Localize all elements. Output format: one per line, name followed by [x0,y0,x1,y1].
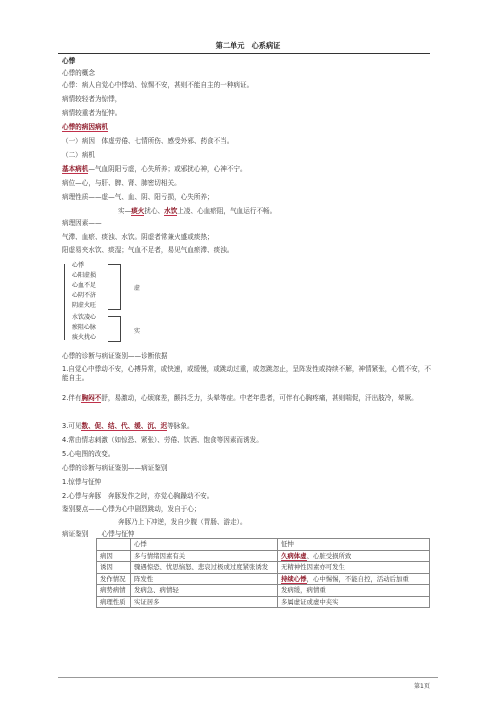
keyword: 痰火 [131,207,145,215]
page-title: 第二单元 心系病证 [215,41,281,50]
cell-palpitation: 多与情绪因素有关 [131,550,278,562]
subheading-text: 心悸的病因病机 [62,123,109,131]
title-divider [58,53,430,54]
text-line: 1.惊悸与怔忡 [62,478,102,486]
row-label: 病因 [97,550,131,562]
row-label: 诱因 [97,562,131,574]
table-header-cell: 怔忡 [278,539,430,551]
criterion-5: 5.心电图的改变。 [62,450,115,458]
diagram-item: 心阳虚损 [72,272,97,279]
table-header-cell [97,539,131,551]
text-line: 气滞、血瘀、痰浊、水饮。阴虚者常兼火盛或痰热； [62,233,214,241]
table-row [97,550,430,562]
text-span: 扰心、 [144,207,165,215]
criterion-1: 1.自觉心中悸动不安，心搏异常，或快速，或缓慢，或跳动过重，或忽跳忽止，呈阵发性或持续不解，神情紧张，心慌不安，不能自主。 [62,365,431,382]
keyword: 基本病机 [62,165,89,173]
diagram-item: 瘀阻心脉 [72,324,97,331]
keyword: 水饮 [164,207,178,215]
criterion-2 [62,394,436,403]
text-line: 病理因素—— [62,219,102,227]
left-brace-line [64,264,65,340]
cell-palpitation: 实证居多 [131,596,278,608]
text-line: 奔豚乃上下冲逆，发自少腹（胃肠、游走）。 [118,518,247,526]
text-line: （二）病机 [62,151,95,159]
text-line: 病情较重者为怔忡。 [62,109,122,117]
diagram-item: 痰火扰心 [72,334,97,341]
text-span: —气血阴阳亏虚，心失所养；或邪扰心神，心神不宁。 [88,165,247,173]
excess-line [118,207,276,216]
keyword: 持续心悸 [281,574,307,583]
text-line: 病情较轻者为惊悸， [62,95,122,103]
text-line: 心悸：病人自觉心中悸动、惊惕不安，甚则不能自主的一种病证。 [62,81,254,89]
cell-severe-palpitation: 发病缓，病情重 [278,585,430,597]
diagram-item: 水饮凌心 [72,314,97,321]
diagram-item: 心悸 [72,262,85,269]
diagram-item: 心血不足 [72,282,97,289]
cell-palpitation: 阵发性 [131,573,278,585]
text-span: 2.伴有 [62,394,82,402]
text-line: 2.心悸与奔豚 奔豚发作之时，亦觉心胸躁动不安。 [62,492,214,500]
table-header-row [97,539,430,551]
page-number: 第1页 [414,683,430,690]
keyword: 胸闷不 [81,394,102,402]
text-span: 上凌、心血瘀阻，气血运行不畅。 [177,207,277,215]
deficiency-label: 虚 [134,285,141,292]
row-label: 病势病情 [97,585,131,597]
cell-severe-palpitation: 无精神性因素亦可发生 [278,562,430,574]
table-row [97,596,430,608]
criterion-3 [62,422,194,431]
cell-severe-palpitation [278,550,430,562]
keyword: 数、促、结、代、缓、沉、迟 [81,422,168,430]
cell-severe-palpitation: 多属虚证或虚中夹实 [278,596,430,608]
subheading-etiology [62,123,108,132]
text-line: 阳虚易夹水饮、痰湿；气血不足者，易见气血瘀滞、痰浊。 [62,246,234,254]
text-line: （一）病因 体虚劳倦、七情所伤、感受外邪、药食不当。 [62,137,234,145]
section-heading: 心悸 [62,57,76,65]
row-label: 病理性质 [97,596,131,608]
text-span: ，心中惕惕，不能自控，活动后加重 [306,574,409,583]
text-line: 心悸的诊断与病证鉴别——诊断依据 [62,352,168,360]
syndrome-diagram [62,260,172,342]
excess-label: 实 [134,328,141,335]
footer-divider [58,677,438,678]
text-line: 病理性质——虚—气、血、阴、阳亏损，心失所养； [62,193,214,201]
basic-pathogenesis-line [62,165,247,174]
text-span: 、心脏受损所致 [306,551,352,560]
table-caption: 病证鉴别 心悸与怔忡 [62,530,135,538]
cell-palpitation: 发病急、病情轻 [131,585,278,597]
text-span: 3.可见 [62,422,82,430]
deficiency-bracket [108,264,121,310]
text-line: 心悸的诊断与病证鉴别——病证鉴别 [62,464,168,472]
text-span: 等脉象。 [167,422,194,430]
criterion-4: 4.常由情志刺激（如惊恐、紧张）、劳倦、饮酒、饱食等因素而诱发。 [62,436,263,444]
table-header-cell: 心悸 [131,539,278,551]
keyword: 久病体虚 [281,551,307,560]
cell-palpitation: 骤遇惊恐、忧思恼怒、悲哀过极或过度紧张诱发 [131,562,278,574]
text-span: 实— [118,207,132,215]
text-line: 病位—心，与肝、脾、肾、肺密切相关。 [62,179,181,187]
text-line: 心悸的概念 [62,69,95,77]
diagram-item: 心阴不济 [72,292,97,299]
cell-severe-palpitation [278,573,430,585]
table-row [97,585,430,597]
diagram-item: 阴虚火旺 [72,302,97,309]
text-span: 舒，易激动，心烦寐差，颤抖乏力，头晕等症。中老年患者，可伴有心胸疼痛，甚则喘促，汗出肢冷，晕厥。 [101,394,418,402]
table-row [97,573,430,585]
table-row [97,562,430,574]
row-label: 发作情况 [97,573,131,585]
excess-bracket [108,316,121,342]
text-line: 鉴别要点——心悸为心中剧烈跳动，发自于心； [62,505,201,513]
comparison-table [96,538,430,608]
